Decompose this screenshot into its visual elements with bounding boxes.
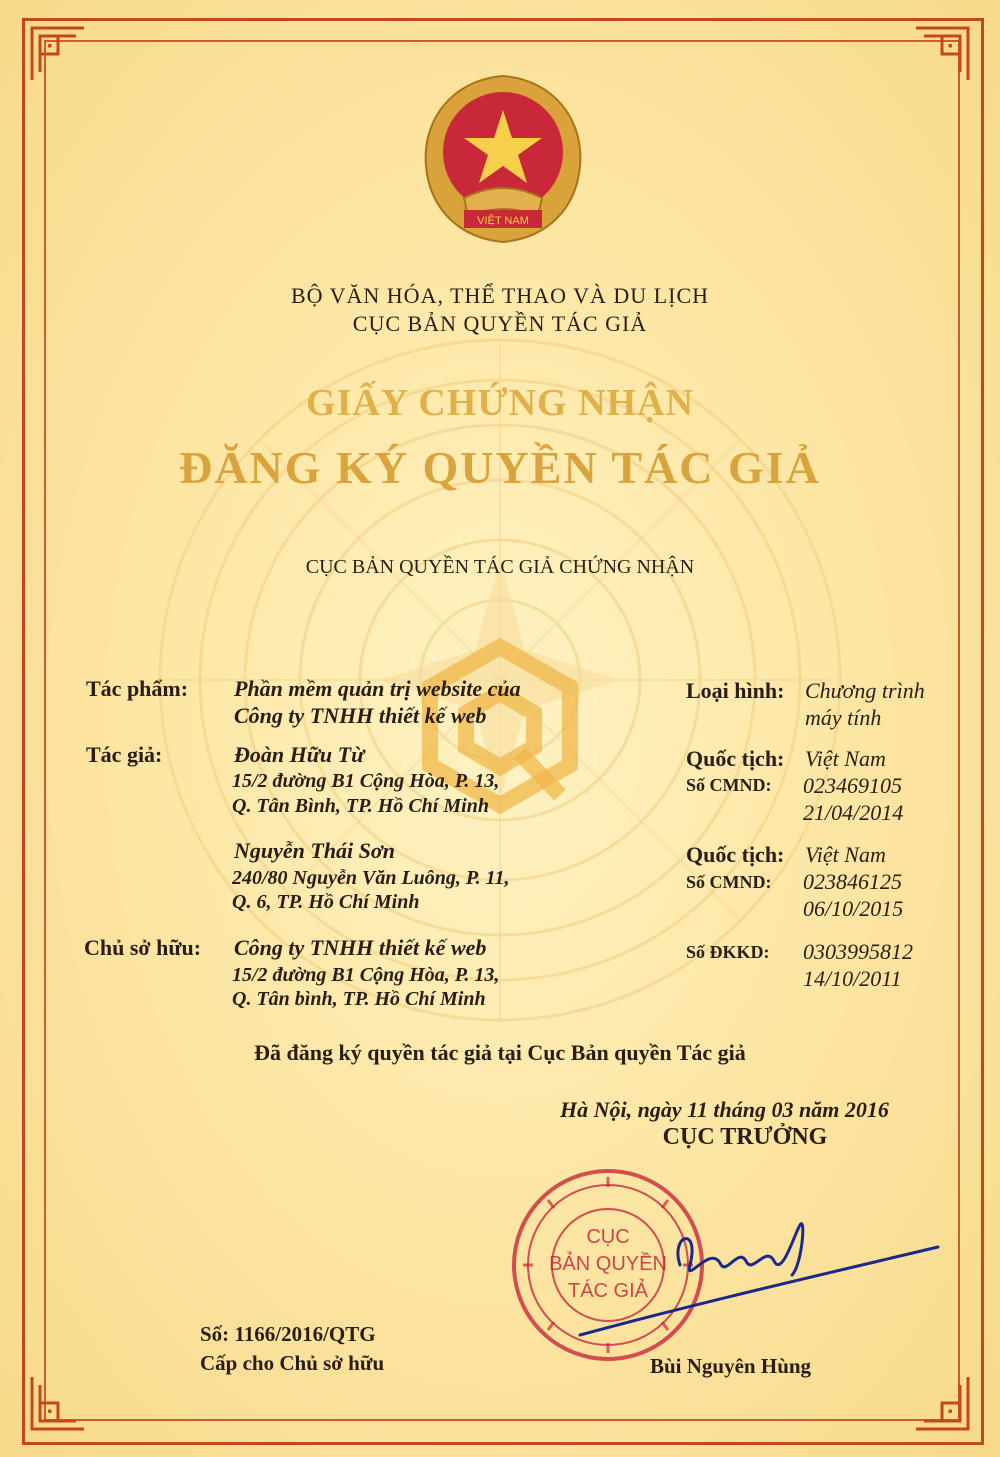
author-nationality-label: Quốc tịch: <box>686 842 785 867</box>
author-address-line1: 240/80 Nguyễn Văn Luông, P. 11, <box>232 867 510 889</box>
author-name: Nguyễn Thái Sơn <box>234 838 395 863</box>
author-id-label: Số CMND: <box>686 872 772 892</box>
director-signature <box>567 1205 950 1345</box>
owner-address-line2: Q. Tân bình, TP. Hồ Chí Minh <box>232 988 486 1010</box>
issue-date-line: Hà Nội, ngày 11 tháng 03 năm 2016 <box>560 1097 889 1122</box>
author-address-line2: Q. Tân Bình, TP. Hồ Chí Minh <box>232 795 489 817</box>
work-type-line1: Chương trình <box>805 678 925 703</box>
owner-reg-label: Số ĐKKD: <box>686 942 770 962</box>
author-nationality: Việt Nam <box>805 842 886 867</box>
author-name: Đoàn Hữu Từ <box>234 742 365 767</box>
certificate-number: Số: 1166/2016/QTG <box>200 1322 376 1346</box>
corner-ornament-top-right <box>912 24 972 84</box>
work-type-label: Loại hình: <box>686 678 785 703</box>
owner-label: Chủ sở hữu: <box>84 935 202 960</box>
author-id-label: Số CMND: <box>686 775 772 795</box>
work-title-line1: Phần mềm quản trị website của <box>234 676 521 701</box>
work-label: Tác phẩm: <box>86 676 189 701</box>
author-id-number: 023846125 <box>803 869 902 894</box>
corner-ornament-bottom-left <box>28 1373 88 1433</box>
owner-reg-date: 14/10/2011 <box>803 966 902 991</box>
signer-name: Bùi Nguyên Hùng <box>650 1354 812 1378</box>
author-nationality-label: Quốc tịch: <box>686 746 785 771</box>
owner-address-line1: 15/2 đường B1 Cộng Hòa, P. 13, <box>232 964 500 986</box>
seal-text-line2: BẢN QUYỀN <box>549 1253 667 1275</box>
corner-ornament-top-left <box>28 24 88 84</box>
work-type-line2: máy tính <box>805 705 882 730</box>
national-emblem <box>412 70 594 248</box>
owner-reg-number: 0303995812 <box>803 939 913 964</box>
certificate-title-line1: GIẤY CHỨNG NHẬN <box>306 382 694 424</box>
author-nationality: Việt Nam <box>805 746 886 771</box>
corner-ornament-bottom-right <box>912 1373 972 1433</box>
seal-text-line1: CỤC <box>586 1226 630 1248</box>
ministry-name: BỘ VĂN HÓA, THỂ THAO VÀ DU LỊCH <box>290 283 710 308</box>
issued-to: Cấp cho Chủ sở hữu <box>200 1351 385 1375</box>
author-id-date: 21/04/2014 <box>803 800 904 825</box>
department-name: CỤC BẢN QUYỀN TÁC GIẢ <box>352 311 648 336</box>
owner-name: Công ty TNHH thiết kế web <box>234 935 487 960</box>
author-id-number: 023469105 <box>803 773 902 798</box>
emblem-ribbon-text: VIỆT NAM <box>477 215 529 227</box>
certifies-statement: CỤC BẢN QUYỀN TÁC GIẢ CHỨNG NHẬN <box>305 556 695 578</box>
authors-label: Tác giả: <box>86 742 163 767</box>
author-id-date: 06/10/2015 <box>803 896 904 921</box>
work-title-line2: Công ty TNHH thiết kế web <box>234 703 487 728</box>
director-title: CỤC TRƯỞNG <box>662 1124 828 1150</box>
author-address-line1: 15/2 đường B1 Cộng Hòa, P. 13, <box>232 770 500 792</box>
seal-text-line3: TÁC GIẢ <box>567 1280 649 1302</box>
author-address-line2: Q. 6, TP. Hồ Chí Minh <box>232 891 420 913</box>
registration-statement: Đã đăng ký quyền tác giả tại Cục Bản quyền Tác giả <box>254 1040 746 1065</box>
certificate-title-line2: ĐĂNG KÝ QUYỀN TÁC GIẢ <box>179 442 821 493</box>
